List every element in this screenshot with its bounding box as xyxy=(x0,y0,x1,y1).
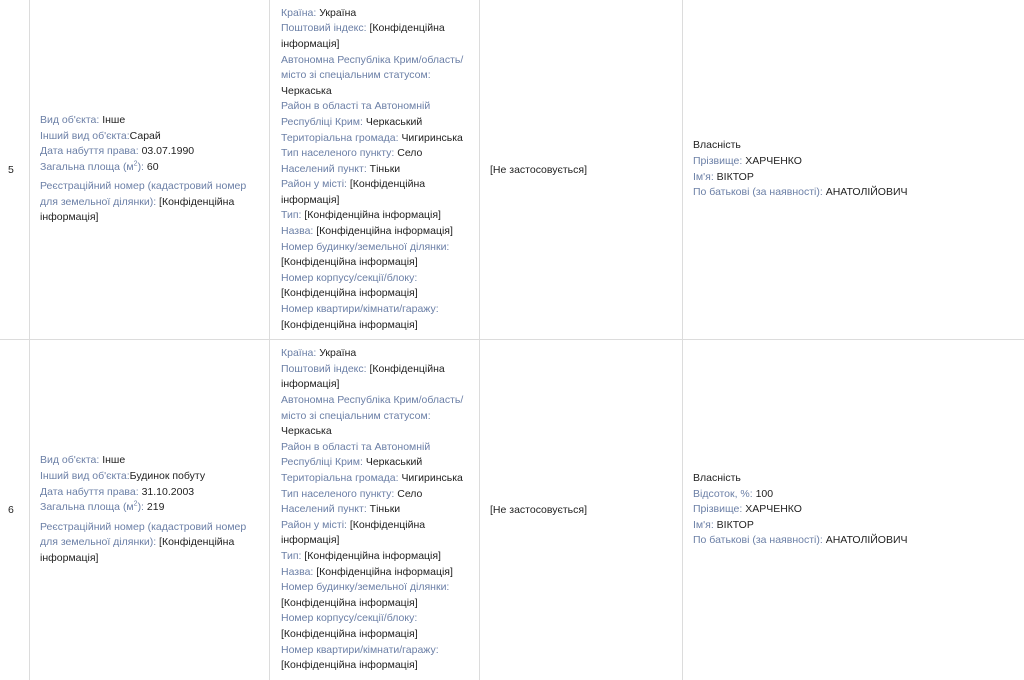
address-settlement-type: Тип населеного пункту: Село xyxy=(281,147,423,160)
table-row xyxy=(0,340,1024,680)
row-number-cell xyxy=(0,340,30,680)
cost-cell xyxy=(480,340,683,680)
cost-value: [Не застосовується] xyxy=(490,163,587,176)
object-other-type: Інший вид об'єкта:Будинок побуту xyxy=(40,470,206,483)
owner-cell xyxy=(683,0,1024,339)
row-number: 6 xyxy=(8,504,14,516)
owner-name: Ім'я: ВІКТОР xyxy=(693,170,754,183)
owner-share: Відсоток, %: 100 xyxy=(693,487,774,500)
address-corpus: Номер корпусу/секції/блоку: [Конфіденційна інформація] xyxy=(281,612,418,640)
acquisition-date: Дата набуття права: 03.07.1990 xyxy=(40,145,195,158)
address-district: Район в області та Автономній Республіці Крим: Черкаський xyxy=(281,100,431,128)
address-apartment: Номер квартири/кімнати/гаражу: [Конфіденційна інформація] xyxy=(281,643,439,672)
address-community: Територіальна громада: Чигиринська xyxy=(281,131,463,144)
row-number: 5 xyxy=(8,163,14,176)
address-settlement-type: Тип населеного пункту: Село xyxy=(281,487,423,500)
address-corpus: Номер корпусу/секції/блоку: [Конфіденційна інформація] xyxy=(281,271,418,300)
acquisition-date: Дата набуття права: 31.10.2003 xyxy=(40,485,195,498)
object-type: Вид об'єкта: Інше xyxy=(40,113,126,126)
right-type: Власність xyxy=(693,139,741,152)
address-apartment: Номер квартири/кімнати/гаражу: [Конфіденційна інформація] xyxy=(281,303,439,331)
total-area: Загальна площа $(м^2)$: 60 xyxy=(40,160,159,173)
address-district: Район в області та Автономній Республіці Крим: Черкаський xyxy=(281,440,431,469)
address-community: Територіальна громада: Чигиринська xyxy=(281,472,463,485)
address-country: Країна: Україна xyxy=(281,347,357,360)
owner-cell xyxy=(683,340,1024,680)
cost-cell xyxy=(480,0,683,339)
right-type: Власність xyxy=(693,472,741,485)
owner-patronymic: По батькові (за наявності): АНАТОЛІЙОВИЧ xyxy=(693,186,908,199)
address-street-name: Назва: [Конфіденційна інформація] xyxy=(281,565,453,578)
address-region: Автономна Республіка Крим/область/місто зі спеціальним статусом: Черкаська xyxy=(281,394,464,438)
row-number-cell xyxy=(0,0,30,339)
object-other-type: Інший вид об'єкта:Сарай xyxy=(40,129,161,142)
object-type: Вид об'єкта: Інше xyxy=(40,454,126,467)
object-info-cell xyxy=(30,340,270,680)
total-area: Загальна площа $(м^2)$: 219 xyxy=(40,500,165,514)
owner-surname: Прізвище: ХАРЧЕНКО xyxy=(693,503,802,516)
address-country: Країна: Україна xyxy=(281,6,357,19)
address-city-district: Район у місті: [Конфіденційна інформація] xyxy=(281,518,426,547)
cadastral-number: Реєстраційний номер (кадастровий номер для земельної ділянки): [Конфіденційна інформація] xyxy=(40,520,247,564)
address-region: Автономна Республіка Крим/область/місто зі спеціальним статусом: Черкаська xyxy=(281,53,464,97)
address-building: Номер будинку/земельної ділянки: [Конфіденційна інформація] xyxy=(281,581,450,609)
address-building: Номер будинку/земельної ділянки: [Конфіденційна інформація] xyxy=(281,240,450,269)
owner-patronymic: По батькові (за наявності): АНАТОЛІЙОВИЧ xyxy=(693,534,908,547)
cost-value: [Не застосовується] xyxy=(490,504,587,516)
owner-surname: Прізвище: ХАРЧЕНКО xyxy=(693,154,802,167)
address-cell xyxy=(270,0,480,339)
address-postal: Поштовий індекс: [Конфіденційна інформація] xyxy=(281,22,445,50)
object-info-cell xyxy=(30,0,270,339)
address-cell xyxy=(270,340,480,680)
owner-name: Ім'я: ВІКТОР xyxy=(693,518,754,531)
address-street-type: Тип: [Конфіденційна інформація] xyxy=(281,549,441,562)
address-postal: Поштовий індекс: [Конфіденційна інформація] xyxy=(281,362,445,391)
address-street-name: Назва: [Конфіденційна інформація] xyxy=(281,225,453,238)
address-city-district: Район у місті: [Конфіденційна інформація] xyxy=(281,178,426,206)
address-settlement: Населений пункт: Тіньки xyxy=(281,503,401,516)
address-street-type: Тип: [Конфіденційна інформація] xyxy=(281,209,441,222)
cadastral-number: Реєстраційний номер (кадастровий номер для земельної ділянки): [Конфіденційна інформація] xyxy=(40,180,247,224)
address-settlement: Населений пункт: Тіньки xyxy=(281,162,401,175)
